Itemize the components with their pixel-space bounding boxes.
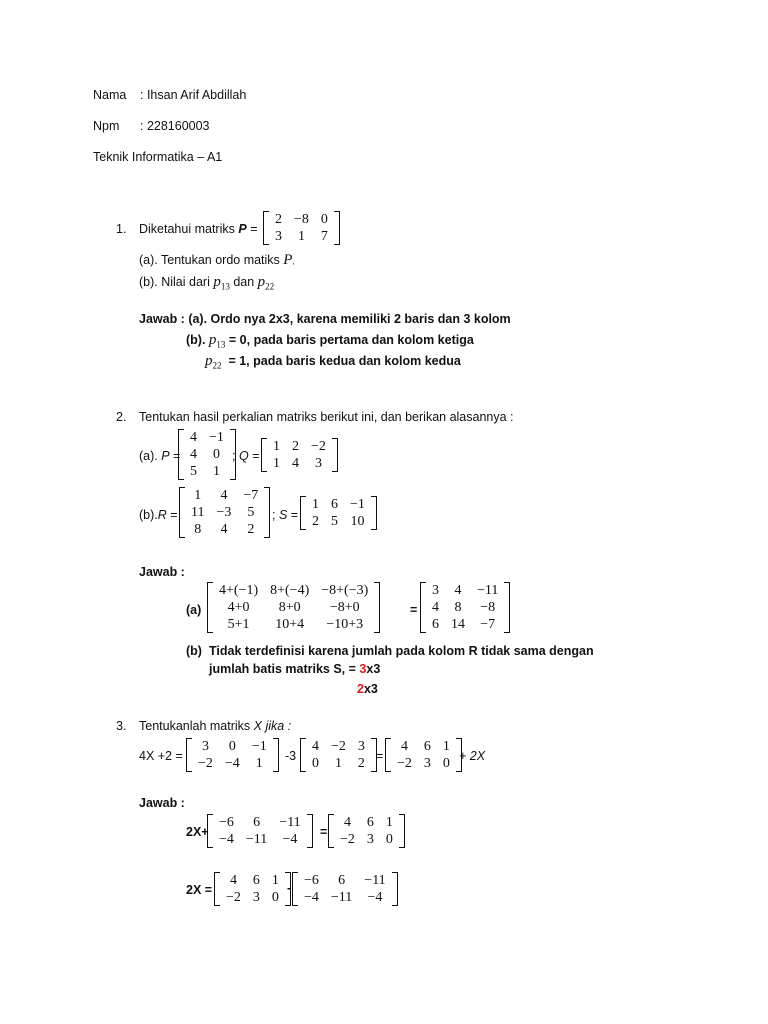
q1-a — [139, 252, 295, 269]
q2-ans-eq: = — [410, 603, 418, 617]
q1-answer-a: Jawab : (a). Ordo nya 2x3, karena memiliki 2 baris dan 3 kolom — [139, 312, 511, 326]
matrix-cell: 2 — [357, 756, 365, 771]
q2-ans-b-tail1: x3 — [366, 662, 381, 676]
matrix-row — [306, 755, 371, 772]
npm-value: : 228160003 — [140, 119, 210, 133]
q2-q-var: Q — [238, 449, 249, 463]
matrix-cell: 4 — [454, 583, 462, 598]
matrix-cell: 0 — [212, 447, 220, 462]
matrix-cell: 0 — [271, 890, 279, 905]
matrix-cell: 0 — [385, 832, 393, 847]
q1-a-var: P — [283, 252, 293, 268]
matrix-result — [420, 582, 510, 633]
matrix-3-1 — [186, 738, 279, 772]
program-text: Teknik Informatika – A1 — [93, 150, 223, 164]
matrix-cell: 7 — [320, 229, 328, 244]
matrix-cell: 1 — [297, 229, 305, 244]
nama-label: Nama — [93, 88, 127, 102]
q2-number: 2. — [116, 410, 127, 424]
q2-s-label — [272, 508, 298, 522]
matrix-cell: 4 — [190, 430, 197, 445]
matrix-row — [213, 616, 374, 633]
matrix-table — [213, 582, 374, 633]
matrix-cell: 4 — [190, 447, 197, 462]
q3-eq2: = — [376, 749, 384, 763]
matrix-cell: 3 — [366, 832, 374, 847]
matrix-right-bracket — [264, 487, 270, 538]
matrix-cell: 0 — [442, 756, 450, 771]
q2-p-eq: = — [173, 449, 181, 463]
matrix-q — [261, 438, 338, 472]
matrix-cell: 2 — [247, 522, 255, 537]
matrix-cell: 0 — [228, 739, 236, 754]
q1-b-p22-sub: 22 — [265, 281, 275, 292]
matrix-row — [184, 446, 230, 463]
matrix-cell: 3 — [275, 229, 282, 244]
matrix-row — [213, 814, 307, 831]
matrix-cell: 14 — [451, 617, 465, 632]
matrix-cell: −2 — [397, 756, 412, 771]
matrix-cell: 1 — [312, 497, 319, 512]
matrix-table — [426, 582, 504, 633]
matrix-cell: −10+3 — [326, 617, 364, 632]
matrix-row — [220, 872, 285, 889]
q3-eq-pre: 4X +2 = — [139, 749, 183, 763]
matrix-table — [391, 738, 456, 772]
matrix-3-s1-1 — [207, 814, 313, 848]
q1-b-p13-sub: 13 — [220, 281, 230, 292]
q1-b-p22: p — [257, 274, 266, 290]
q3-number: 3. — [116, 719, 127, 733]
q2-ans-b-line3 — [357, 682, 378, 696]
matrix-table — [334, 814, 399, 848]
matrix-table — [298, 872, 392, 906]
matrix-row — [298, 872, 392, 889]
q1-answer-p13-sub: 13 — [216, 339, 226, 350]
matrix-cell: 10 — [350, 514, 365, 529]
matrix-cell: 6 — [432, 617, 439, 632]
matrix-cell: −4 — [224, 756, 240, 771]
matrix-cell: −6 — [304, 873, 319, 888]
q1-a-text: (a). Tentukan ordo matiks — [139, 253, 280, 267]
matrix-cell: 1 — [334, 756, 342, 771]
q1-answer-b-pre: (b). — [186, 333, 206, 347]
matrix-cell: −8+0 — [329, 600, 360, 615]
matrix-cell: −3 — [216, 505, 232, 520]
matrix-cell: 4 — [292, 456, 299, 471]
q3-s2-minus: - — [287, 881, 292, 895]
matrix-row — [185, 487, 264, 504]
matrix-cell: 1 — [273, 439, 280, 454]
matrix-row — [185, 504, 264, 521]
matrix-row — [184, 463, 230, 480]
matrix-row — [391, 738, 456, 755]
matrix-cell: 4 — [400, 739, 408, 754]
matrix-cell: 1 — [442, 739, 450, 754]
q2-s-eq: = — [290, 508, 299, 522]
matrix-table — [184, 429, 230, 480]
matrix-cell: 6 — [423, 739, 431, 754]
matrix-cell: 1 — [385, 815, 393, 830]
q2-s-var: S — [278, 508, 288, 522]
matrix-table — [192, 738, 273, 772]
matrix-table — [220, 872, 285, 906]
matrix-row — [267, 455, 332, 472]
matrix-cell: −11 — [364, 873, 386, 888]
matrix-cell: −11 — [245, 832, 268, 847]
q1-answer-b1 — [186, 332, 474, 350]
q2-ans-b-line2-pre: jumlah batis matriks S, = — [209, 662, 356, 676]
matrix-row — [306, 496, 371, 513]
matrix-cell: 8 — [194, 522, 202, 537]
q2-a-sep: ; — [232, 449, 236, 463]
matrix-cell: 11 — [191, 505, 205, 520]
q2-a-num: (a). — [139, 449, 158, 463]
q1-var: P — [238, 222, 247, 236]
q2-ans-b-red2: 2 — [357, 682, 364, 696]
q2-ans-b-line1: Tidak terdefinisi karena jumlah pada kolom R tidak sama dengan — [209, 644, 594, 658]
matrix-cell: 4+(−1) — [219, 583, 259, 598]
matrix-table — [269, 211, 334, 245]
matrix-cell: 4 — [343, 815, 351, 830]
q2-p-var: P — [161, 449, 170, 463]
matrix-cell: −8 — [480, 600, 496, 615]
q3-minus3: -3 — [285, 749, 297, 763]
matrix-cell: 2 — [292, 439, 299, 454]
q1-answer-b2 — [205, 353, 461, 371]
q3-s2-pre: 2X = — [186, 883, 213, 897]
q2-r-eq: = — [170, 508, 178, 522]
matrix-right-bracket — [504, 582, 510, 633]
matrix-cell: −4 — [304, 890, 319, 905]
matrix-cell: 8 — [454, 600, 462, 615]
matrix-right-bracket — [332, 438, 338, 472]
matrix-sum — [207, 582, 380, 633]
q1-answer-p22: p — [205, 353, 213, 369]
matrix-cell: −8+(−3) — [321, 583, 369, 598]
matrix-cell: 5 — [190, 464, 197, 479]
nama-value: : Ihsan Arif Abdillah — [140, 88, 247, 102]
q2-b-label — [139, 508, 178, 522]
matrix-cell: 1 — [271, 873, 279, 888]
matrix-cell: 8+0 — [278, 600, 301, 615]
q1-answer-b1-text: = 0, pada baris pertama dan kolom ketiga — [228, 333, 474, 347]
matrix-table — [267, 438, 332, 472]
q3-intro: Tentukanlah matriks — [139, 719, 251, 733]
q3-s1-eq: = — [320, 825, 328, 839]
q1-a-tail: , — [292, 257, 295, 266]
q2-jawab: Jawab : — [139, 565, 185, 579]
matrix-cell: 6 — [366, 815, 374, 830]
matrix-row — [269, 228, 334, 245]
q2-text: Tentukan hasil perkalian matriks berikut ini, dan berikan alasannya : — [139, 410, 514, 424]
q2-r-var: R — [157, 508, 167, 522]
matrix-cell: 5+1 — [227, 617, 250, 632]
matrix-right-bracket — [371, 496, 377, 530]
q3-jawab: Jawab : — [139, 796, 185, 810]
matrix-cell: −2 — [340, 832, 355, 847]
matrix-cell: −8 — [294, 212, 309, 227]
q1-answer-b2-text: = 1, pada baris kedua dan kolom kedua — [228, 354, 461, 368]
matrix-cell: 4 — [312, 739, 319, 754]
matrix-row — [267, 438, 332, 455]
matrix-3-2 — [300, 738, 377, 772]
matrix-s — [300, 496, 377, 530]
matrix-3-s1-2 — [328, 814, 405, 848]
matrix-cell: −7 — [480, 617, 496, 632]
matrix-cell: 1 — [255, 756, 263, 771]
matrix-row — [220, 889, 285, 906]
matrix-row — [334, 814, 399, 831]
q1-b-text: (b). Nilai dari — [139, 275, 210, 289]
matrix-cell: 1 — [273, 456, 280, 471]
matrix-row — [192, 738, 273, 755]
matrix-right-bracket — [399, 814, 405, 848]
matrix-cell: 6 — [331, 497, 338, 512]
q3-text — [139, 719, 291, 733]
matrix-cell: 3 — [357, 739, 365, 754]
matrix-cell: 2 — [275, 212, 282, 227]
matrix-row — [426, 616, 504, 633]
matrix-row — [298, 889, 392, 906]
matrix-cell: −2 — [311, 439, 326, 454]
q3-x-var: X jika : — [253, 719, 292, 733]
q1-text — [139, 222, 258, 236]
matrix-cell: 3 — [252, 890, 260, 905]
matrix-row — [184, 429, 230, 446]
q2-b-sep: ; — [272, 508, 276, 522]
q2-ans-b-red1: 3 — [359, 662, 367, 676]
matrix-row — [306, 513, 371, 530]
matrix-row — [185, 521, 264, 538]
matrix-p2 — [178, 429, 236, 480]
matrix-cell: 4 — [220, 522, 228, 537]
matrix-cell: −11 — [279, 815, 301, 830]
npm-label: Npm — [93, 119, 120, 133]
matrix-right-bracket — [374, 582, 380, 633]
q1-intro: Diketahui matriks — [139, 222, 235, 236]
matrix-right-bracket — [334, 211, 340, 245]
matrix-cell: 4 — [220, 488, 228, 503]
matrix-table — [213, 814, 307, 848]
matrix-table — [185, 487, 264, 538]
matrix-cell: −2 — [226, 890, 241, 905]
matrix-row — [426, 599, 504, 616]
matrix-row — [213, 599, 374, 616]
matrix-cell: 10+4 — [275, 617, 305, 632]
matrix-cell: 6 — [253, 815, 261, 830]
matrix-cell: 3 — [314, 456, 322, 471]
matrix-cell: −4 — [219, 832, 234, 847]
matrix-cell: −1 — [251, 739, 267, 754]
matrix-cell: 1 — [194, 488, 202, 503]
q3-s1-pre: 2X+ — [186, 825, 209, 839]
q2-ans-a: (a) — [186, 603, 202, 617]
q2-ans-b-tail2: x3 — [363, 682, 378, 696]
q3-tail: + 2X — [459, 749, 486, 763]
matrix-cell: 0 — [312, 756, 319, 771]
matrix-right-bracket — [307, 814, 313, 848]
matrix-cell: −7 — [243, 488, 259, 503]
q1-eq: = — [250, 222, 258, 236]
q1-b — [139, 274, 274, 292]
matrix-cell: 0 — [320, 212, 328, 227]
q2-a-label — [139, 449, 180, 463]
matrix-right-bracket — [392, 872, 398, 906]
matrix-right-bracket — [273, 738, 279, 772]
matrix-3-s2-1 — [214, 872, 291, 906]
matrix-r — [179, 487, 270, 538]
matrix-cell: −6 — [219, 815, 234, 830]
q2-q-label — [232, 449, 260, 463]
matrix-cell: 2 — [312, 514, 319, 529]
matrix-cell: 4 — [432, 600, 439, 615]
matrix-cell: −2 — [331, 739, 346, 754]
matrix-cell: 6 — [252, 873, 260, 888]
q1-b-dan: dan — [233, 275, 255, 289]
q2-ans-b-line2 — [209, 662, 380, 676]
matrix-cell: 3 — [201, 739, 209, 754]
matrix-row — [426, 582, 504, 599]
matrix-cell: 8+(−4) — [270, 583, 310, 598]
q2-ans-b: (b) — [186, 644, 202, 658]
matrix-cell: 4+0 — [227, 600, 250, 615]
matrix-row — [269, 211, 334, 228]
matrix-table — [306, 496, 371, 530]
matrix-cell: −11 — [477, 583, 499, 598]
q2-q-eq: = — [252, 449, 260, 463]
matrix-p — [263, 211, 340, 245]
matrix-cell: 5 — [247, 505, 255, 520]
matrix-cell: 5 — [331, 514, 338, 529]
matrix-cell: −1 — [350, 497, 365, 512]
matrix-row — [334, 831, 399, 848]
matrix-cell: 3 — [423, 756, 431, 771]
matrix-row — [391, 755, 456, 772]
matrix-cell: −4 — [282, 832, 298, 847]
matrix-cell: 1 — [212, 464, 220, 479]
matrix-cell: −4 — [367, 890, 383, 905]
matrix-cell: −2 — [198, 756, 213, 771]
matrix-3-3 — [385, 738, 462, 772]
matrix-cell: 4 — [229, 873, 237, 888]
matrix-row — [213, 831, 307, 848]
matrix-row — [213, 582, 374, 599]
matrix-cell: −1 — [209, 430, 224, 445]
matrix-table — [306, 738, 371, 772]
matrix-cell: 3 — [432, 583, 439, 598]
matrix-cell: 6 — [338, 873, 346, 888]
q1-number: 1. — [116, 222, 127, 236]
q1-answer-p22-sub: 22 — [212, 360, 222, 371]
matrix-3-s2-2 — [292, 872, 398, 906]
q1-answer-p13: p — [208, 332, 217, 348]
matrix-cell: −11 — [330, 890, 353, 905]
matrix-row — [192, 755, 273, 772]
q1-b-p13: p — [213, 274, 221, 290]
q2-b-num: (b). — [139, 508, 158, 522]
matrix-row — [306, 738, 371, 755]
